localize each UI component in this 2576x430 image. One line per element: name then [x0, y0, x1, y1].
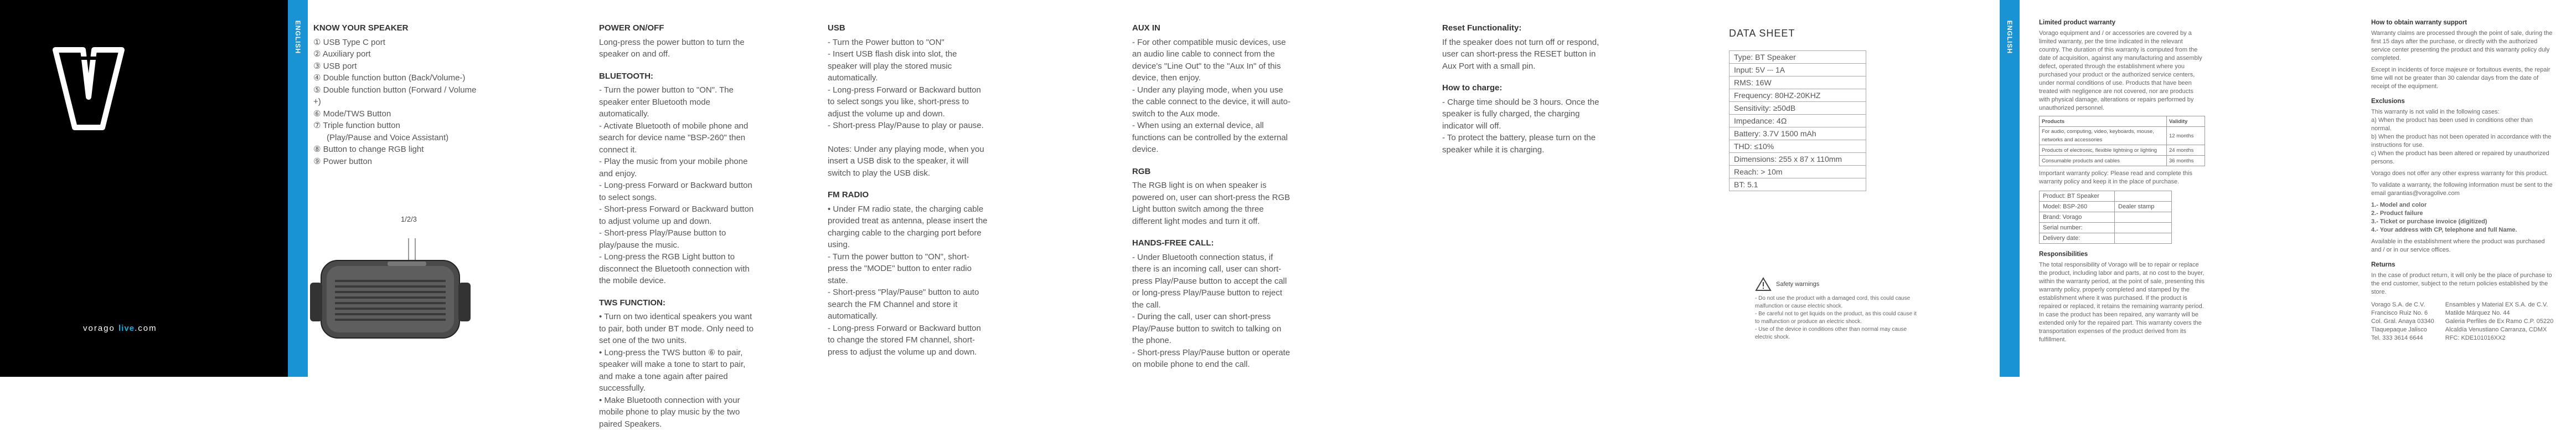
safety-warnings: [1755, 277, 1921, 341]
reset-title: Reset Functionality:: [1442, 22, 1603, 34]
charge-item: - Charge time should be 3 hours. Once the speaker is fully charged, the charging indicator will off.: [1442, 96, 1603, 132]
support-title: How to obtain warranty support: [2371, 19, 2554, 27]
data-sheet-table: [1729, 50, 1866, 191]
language-tab-left: ENGLISH: [288, 0, 308, 377]
responsibilities-title: Responsibilities: [2039, 250, 2205, 259]
table-row: Frequency: 80HZ-20KHZ: [1730, 89, 1866, 102]
exclusion-item: This warranty is not valid in the following cases:: [2371, 108, 2554, 116]
charge-item: - To protect the battery, please turn on the speaker while it is charging.: [1442, 132, 1603, 156]
usb-item: - Short-press Play/Pause to play or pause.: [828, 120, 988, 132]
exclusion-item: b) When the product has not been operated in accordance with the instructions for use.: [2371, 133, 2554, 150]
fm-item: • Under FM radio state, the charging cable provided treat as antenna, please insert the charging cable to the charging port before using.: [828, 203, 988, 251]
aux-item: - When using an external device, all functions can be controlled by the external device.: [1132, 120, 1293, 156]
returns-title: Returns: [2371, 261, 2554, 269]
rgb-text: The RGB light is on when speaker is powered on, user can short-press the RGB Light button switch among the three different light modes and turn it off.: [1132, 180, 1293, 227]
requirement-item: 1.- Model and color: [2371, 201, 2554, 209]
table-row: Brand: Vorago: [2040, 212, 2172, 223]
usb-fm-section: [828, 19, 988, 358]
part-item: ⑤ Double function button (Forward / Volume +): [313, 84, 479, 108]
address-block: Ensambles y Material EX S.A. de C.V. Matilde Márquez No. 44 Galeria Perfiles de Ex Ramo C.P. 05220 Alcaldía Venustiano Carranza, CDMX RFC: KDE101016XX2: [2445, 301, 2553, 342]
part-item: ⑧ Button to change RGB light: [313, 144, 479, 156]
contact-text: To validate a warranty, the following information must be sent to the email garantias@voragolive.com: [2371, 181, 2554, 198]
table-row: Impedance: 4Ω: [1730, 115, 1866, 127]
exclusions-title: Exclusions: [2371, 98, 2554, 106]
warranty-section: [2039, 17, 2205, 347]
part-item: ② Auxiliary port: [313, 48, 479, 60]
warranty-table: [2039, 116, 2205, 166]
part-item: ⑨ Power button: [313, 156, 479, 168]
support-text: Warranty claims are processed through the point of sale, during the first 15 days after the purchase, or directly with the authorized service center presenting the product and this warranty policy duly completed.: [2371, 29, 2554, 63]
bt-item: - Turn the power button to "ON". The speaker enter Bluetooth mode automatically.: [599, 84, 760, 120]
tws-title: TWS FUNCTION:: [599, 297, 760, 309]
hf-item: - Under Bluetooth connection status, if there is an incoming call, user can short-press Play/Pause button to accept the call or long-press Play/Pause button to reject the call.: [1132, 252, 1293, 311]
table-row: Serial number:: [2040, 223, 2172, 233]
reset-charge-section: [1442, 19, 1603, 156]
aux-rgb-call-section: [1132, 19, 1293, 371]
button-callout-label: 1/2/3: [401, 215, 417, 223]
warranty-note: Important warranty policy: Please read and complete this warranty policy and keep it in the place of purchase.: [2039, 170, 2205, 186]
bt-item: - Short-press Play/Pause button to play/pause the music.: [599, 227, 760, 251]
fm-item: - Short-press "Play/Pause" button to auto search the FM Channel and store it automatically.: [828, 286, 988, 322]
warn-item: - Use of the device in conditions other than normal may cause electric shock.: [1755, 326, 1921, 341]
table-row: Product: BT Speaker: [2040, 191, 2172, 202]
usb-item: - Insert USB flash disk into slot, the speaker will play the stored music automatically.: [828, 48, 988, 84]
tws-item: • Turn on two identical speakers you want to pair, both under BT mode. Only need to set one of the two units.: [599, 311, 760, 347]
responsibilities-text: The total responsibility of Vorago will be to repair or replace the product, including labor and parts, at no cost to the buyer, within the warranty period, at the point of sale, presenting this warranty policy, properly completed and stamped by the establishment where it was purchased. If the product is repaired or replaced, it retains the remaining warranty period. In case the product has been repaired, any warranty will be extended only for the repaired part. This warranty covers the transportation expenses of the product derived from its fulfillment.: [2039, 261, 2205, 344]
data-sheet: [1729, 28, 1866, 191]
fm-item: - Turn the power button to "ON", short-press the "MODE" button to enter radio state.: [828, 251, 988, 287]
table-row: Products Validity: [2040, 116, 2205, 127]
table-row: RMS: 16W: [1730, 76, 1866, 89]
power-title: POWER ON/OFF: [599, 22, 760, 34]
aux-title: AUX IN: [1132, 22, 1293, 34]
usb-item: - Turn the Power button to "ON": [828, 37, 988, 49]
brand-url: vorago live.com: [83, 324, 157, 333]
table-row: Consumable products and cables 36 months: [2040, 156, 2205, 166]
warnings-title: Safety warnings: [1776, 280, 1819, 288]
requirement-item: 2.- Product failure: [2371, 209, 2554, 218]
table-row: For audio, computing, video, keyboards, mouse, networks and accessories 12 months: [2040, 127, 2205, 145]
tws-item: • Long-press the TWS button ⑥ to pair, speaker will make a tone to start to pair, and make a tone again after paired successfully.: [599, 347, 760, 395]
bt-item: - Long-press Forward or Backward button to select songs.: [599, 180, 760, 203]
bt-item: - Play the music from your mobile phone and enjoy.: [599, 156, 760, 180]
bt-item: - Short-press Forward or Backward button to adjust volume up and down.: [599, 203, 760, 227]
hf-item: - Short-press Play/Pause button or operate on mobile phone to end the call.: [1132, 347, 1293, 371]
cover-panel: [0, 0, 288, 377]
address-block: Vorago S.A. de C.V. Francisco Ruiz No. 6 Col. Gral. Anaya 03340 Tlaquepaque Jalisco Tel. 333 3614 6644: [2371, 301, 2434, 342]
exclusion-item: c) When the product has been altered or repaired by unauthorized persons.: [2371, 150, 2554, 166]
table-row: Sensitivity: ≥50dB: [1730, 102, 1866, 115]
table-row: Products of electronic, flexible lightning or lighting 24 months: [2040, 145, 2205, 156]
bt-item: - Long-press the RGB Light button to disconnect the Bluetooth connection with the mobile device.: [599, 251, 760, 287]
power-bluetooth-section: [599, 19, 760, 430]
support-text: Vorago does not offer any other express warranty for this product.: [2371, 170, 2554, 178]
bluetooth-title: BLUETOOTH:: [599, 70, 760, 83]
table-row: THD: ≤10%: [1730, 140, 1866, 153]
know-title: KNOW YOUR SPEAKER: [313, 22, 479, 34]
table-row: Delivery date:: [2040, 233, 2172, 244]
tws-item: • Make Bluetooth connection with your mobile phone to play music by the two paired Speakers.: [599, 395, 760, 430]
part-item: (Play/Pause and Voice Assistant): [313, 132, 479, 144]
warranty-support-section: [2371, 17, 2554, 342]
table-row: Reach: > 10m: [1730, 166, 1866, 178]
vorago-logo-icon: [50, 44, 127, 133]
usb-item: - Long-press Forward or Backward button to select songs you like, short-press to adjust the volume up and down.: [828, 84, 988, 120]
table-row: Type: BT Speaker: [1730, 51, 1866, 64]
bt-item: - Activate Bluetooth of mobile phone and search for device name "BSP-260" then connect it.: [599, 120, 760, 156]
warning-icon: [1755, 277, 1772, 291]
language-tab-right: ENGLISH: [2000, 0, 2020, 377]
returns-text: In the case of product return, it will only be the place of purchase to the end customer, subject to the return policies established by the store.: [2371, 272, 2554, 296]
rgb-title: RGB: [1132, 166, 1293, 178]
warranty-title: Limited product warranty: [2039, 19, 2205, 27]
charge-title: How to charge:: [1442, 82, 1603, 94]
support-text: Available in the establishment where the product was purchased and / or in our service offices.: [2371, 238, 2554, 254]
aux-item: - Under any playing mode, when you use the cable connect to the device, it will auto-switch to the Aux mode.: [1132, 84, 1293, 120]
power-text: Long-press the power button to turn the speaker on and off.: [599, 37, 760, 60]
usb-title: USB: [828, 22, 988, 34]
hands-free-title: HANDS-FREE CALL:: [1132, 237, 1293, 249]
data-sheet-title: DATA SHEET: [1729, 28, 1866, 39]
product-table: [2039, 191, 2172, 244]
part-item: ⑦ Triple function button: [313, 120, 479, 132]
part-item: ① USB Type C port: [313, 37, 479, 49]
table-row: BT: 5.1: [1730, 178, 1866, 191]
hf-item: - During the call, user can short-press Play/Pause button to switch to talking on the phone.: [1132, 311, 1293, 347]
table-row: Model: BSP-260 Dealer stamp: [2040, 202, 2172, 212]
know-your-speaker-section: [313, 19, 479, 167]
usb-note: Notes: Under any playing mode, when you insert a USB disk to the speaker, it will switch to play the USB disk.: [828, 144, 988, 180]
support-text: Except in incidents of force majeure or fortuitous events, the repair time will not be greater than 30 calendar days from the date of receipt of the equipment.: [2371, 66, 2554, 91]
requirement-item: 4.- Your address with CP, telephone and full Name.: [2371, 226, 2554, 234]
reset-text: If the speaker does not turn off or respond, user can short-press the RESET button in Aux Port with a small pin.: [1442, 37, 1603, 73]
fm-title: FM RADIO: [828, 189, 988, 201]
part-item: ③ USB port: [313, 60, 479, 73]
part-item: ⑥ Mode/TWS Button: [313, 108, 479, 120]
usb-item: [828, 132, 988, 144]
warn-item: - Be careful not to get liquids on the product, as this could cause it to malfunction or produce an electric shock.: [1755, 310, 1921, 326]
speaker-illustration-icon: [310, 238, 471, 349]
table-row: Dimensions: 255 x 87 x 110mm: [1730, 153, 1866, 166]
fm-item: - Long-press Forward or Backward button to change the stored FM channel, short-press to adjust the volume up and down.: [828, 322, 988, 359]
warranty-intro: Vorago equipment and / or accessories are covered by a limited warranty, per the time indicated in the relevant country. The duration of this warranty is computed from the date of acquisition, against any manufacturing and assembly defect, operated through the establishment where you purchased your product or the authorized service centers, under normal conditions of use. Products that have been treated with negligence are not covered, nor are products with physical damage, alterations or repairs performed by unauthorized personnel.: [2039, 29, 2205, 112]
warn-item: - Do not use the product with a damaged cord, this could cause malfunction or cause electric shock.: [1755, 295, 1921, 310]
part-item: ④ Double function button (Back/Volume-): [313, 72, 479, 84]
aux-item: - For other compatible music devices, use an audio line cable to connect from the device's "Line Out" to the "Aux In" of this device, then enjoy.: [1132, 37, 1293, 84]
table-row: Input: 5V ⎓ 1A: [1730, 64, 1866, 76]
exclusion-item: a) When the product has been used in conditions other than normal.: [2371, 116, 2554, 133]
requirement-item: 3.- Ticket or purchase invoice (digitized): [2371, 218, 2554, 226]
table-row: Battery: 3.7V 1500 mAh: [1730, 127, 1866, 140]
